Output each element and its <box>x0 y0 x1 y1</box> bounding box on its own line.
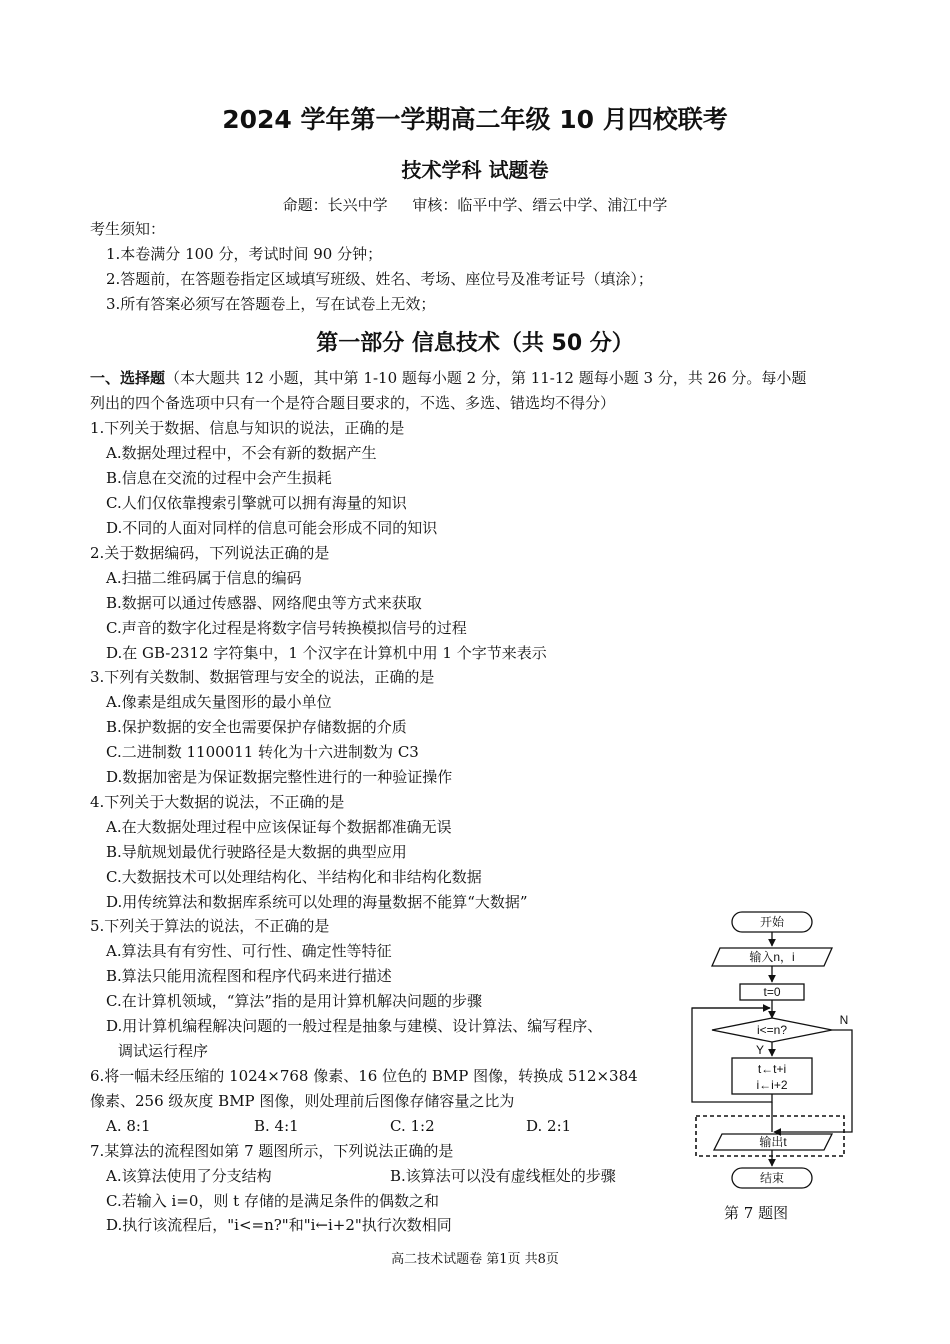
section-intro <box>90 368 806 388</box>
flow-input: 输入n，i <box>749 950 795 964</box>
option: A.算法具有有穷性、可行性、确定性等特征 <box>106 942 392 960</box>
option: B. 4:1 <box>254 1117 299 1135</box>
section-desc: （本大题共 12 小题，其中第 1-10 题每小题 2 分，第 11-12 题每小题 3 分，共 26 分。每小题 <box>165 369 807 387</box>
option: B.算法只能用流程图和程序代码来进行描述 <box>106 967 392 985</box>
question-stem: 4.下列关于大数据的说法，不正确的是 <box>90 793 345 811</box>
question-stem: 5.下列关于算法的说法，不正确的是 <box>90 917 330 935</box>
option: C.人们仅依靠搜索引擎就可以拥有海量的知识 <box>106 494 407 512</box>
option: C.在计算机领域，“算法”指的是用计算机解决问题的步骤 <box>106 992 483 1010</box>
option: C. 1:2 <box>390 1117 435 1135</box>
setter: 命题：长兴中学 <box>282 196 388 214</box>
flow-yes: Y <box>755 1043 765 1057</box>
question-stem: 2.关于数据编码，下列说法正确的是 <box>90 544 330 562</box>
option: A. 8:1 <box>106 1117 151 1135</box>
option: A.扫描二维码属于信息的编码 <box>106 569 302 587</box>
option: B.数据可以通过传感器、网络爬虫等方式来获取 <box>106 594 422 612</box>
option: D.不同的人面对同样的信息可能会形成不同的知识 <box>106 519 438 537</box>
option: D.用计算机编程解决问题的一般过程是抽象与建模、设计算法、编写程序、 <box>106 1017 603 1035</box>
reviewer: 审核：临平中学、缙云中学、浦江中学 <box>412 196 668 214</box>
option: A.该算法使用了分支结构 <box>106 1167 272 1185</box>
option: D.在 GB-2312 字符集中，1 个汉字在计算机中用 1 个字节来表示 <box>106 644 547 662</box>
part-title: 第一部分 信息技术（共 50 分） <box>316 331 634 356</box>
flow-body1: t←t+i <box>757 1062 787 1076</box>
option: A.像素是组成矢量图形的最小单位 <box>106 693 332 711</box>
question-stem: 3.下列有关数制、数据管理与安全的说法，正确的是 <box>90 668 435 686</box>
question-stem: 6.将一幅未经压缩的 1024×768 像素、16 位色的 BMP 图像，转换成 512×384 <box>90 1067 638 1085</box>
option: B.该算法可以没有虚线框处的步骤 <box>390 1167 616 1185</box>
flow-end: 结束 <box>759 1171 785 1185</box>
question-stem-continued: 像素、256 级灰度 BMP 图像，则处理前后图像存储容量之比为 <box>90 1092 515 1110</box>
authors-line <box>0 194 950 215</box>
page-title: 2024 学年第一学期高二年级 10 月四校联考 <box>222 105 728 134</box>
option: B.导航规划最优行驶路径是大数据的典型应用 <box>106 843 407 861</box>
option: C.大数据技术可以处理结构化、半结构化和非结构化数据 <box>106 868 482 886</box>
flow-init: t=0 <box>763 985 781 999</box>
option: C.若输入 i=0，则 t 存储的是满足条件的偶数之和 <box>106 1192 439 1210</box>
option: C.二进制数 1100011 转化为十六进制数为 C3 <box>106 743 419 761</box>
notice-item: 1.本卷满分 100 分，考试时间 90 分钟； <box>106 245 383 263</box>
flowchart <box>682 904 862 1204</box>
notice-item: 3.所有答案必须写在答题卷上，写在试卷上无效； <box>106 295 436 313</box>
question-stem: 1.下列关于数据、信息与知识的说法，正确的是 <box>90 419 405 437</box>
option: D. 2:1 <box>526 1117 572 1135</box>
flow-cond: i<=n? <box>756 1023 788 1037</box>
option: A.数据处理过程中，不会有新的数据产生 <box>106 444 377 462</box>
question-stem: 7.某算法的流程图如第 7 题图所示，下列说法正确的是 <box>90 1142 454 1160</box>
page-subtitle: 技术学科 试题卷 <box>401 158 549 182</box>
option-continued: 调试运行程序 <box>118 1042 209 1060</box>
section-label: 一、选择题 <box>90 369 166 387</box>
option: A.在大数据处理过程中应该保证每个数据都准确无误 <box>106 818 452 836</box>
flow-output: 输出t <box>759 1135 787 1149</box>
option: D.数据加密是为保证数据完整性进行的一种验证操作 <box>106 768 453 786</box>
option: B.保护数据的安全也需要保护存储数据的介质 <box>106 718 407 736</box>
notice-heading: 考生须知： <box>90 220 166 238</box>
flow-no: N <box>839 1013 849 1027</box>
flow-body2: i←i+2 <box>756 1078 788 1092</box>
page-footer: 高二技术试题卷 第1页 共8页 <box>391 1252 559 1267</box>
option: C.声音的数字化过程是将数字信号转换模拟信号的过程 <box>106 619 467 637</box>
section-desc-2: 列出的四个备选项中只有一个是符合题目要求的，不选、多选、错选均不得分） <box>90 394 616 412</box>
figure-caption: 第 7 题图 <box>724 1204 789 1222</box>
option: D.用传统算法和数据库系统可以处理的海量数据不能算“大数据” <box>106 893 528 911</box>
flow-start: 开始 <box>759 915 785 929</box>
notice-item: 2.答题前，在答题卷指定区域填写班级、姓名、考场、座位号及准考证号（填涂）； <box>106 270 653 288</box>
option: D.执行该流程后，"i<=n?"和"i←i+2"执行次数相同 <box>106 1216 452 1234</box>
option: B.信息在交流的过程中会产生损耗 <box>106 469 332 487</box>
